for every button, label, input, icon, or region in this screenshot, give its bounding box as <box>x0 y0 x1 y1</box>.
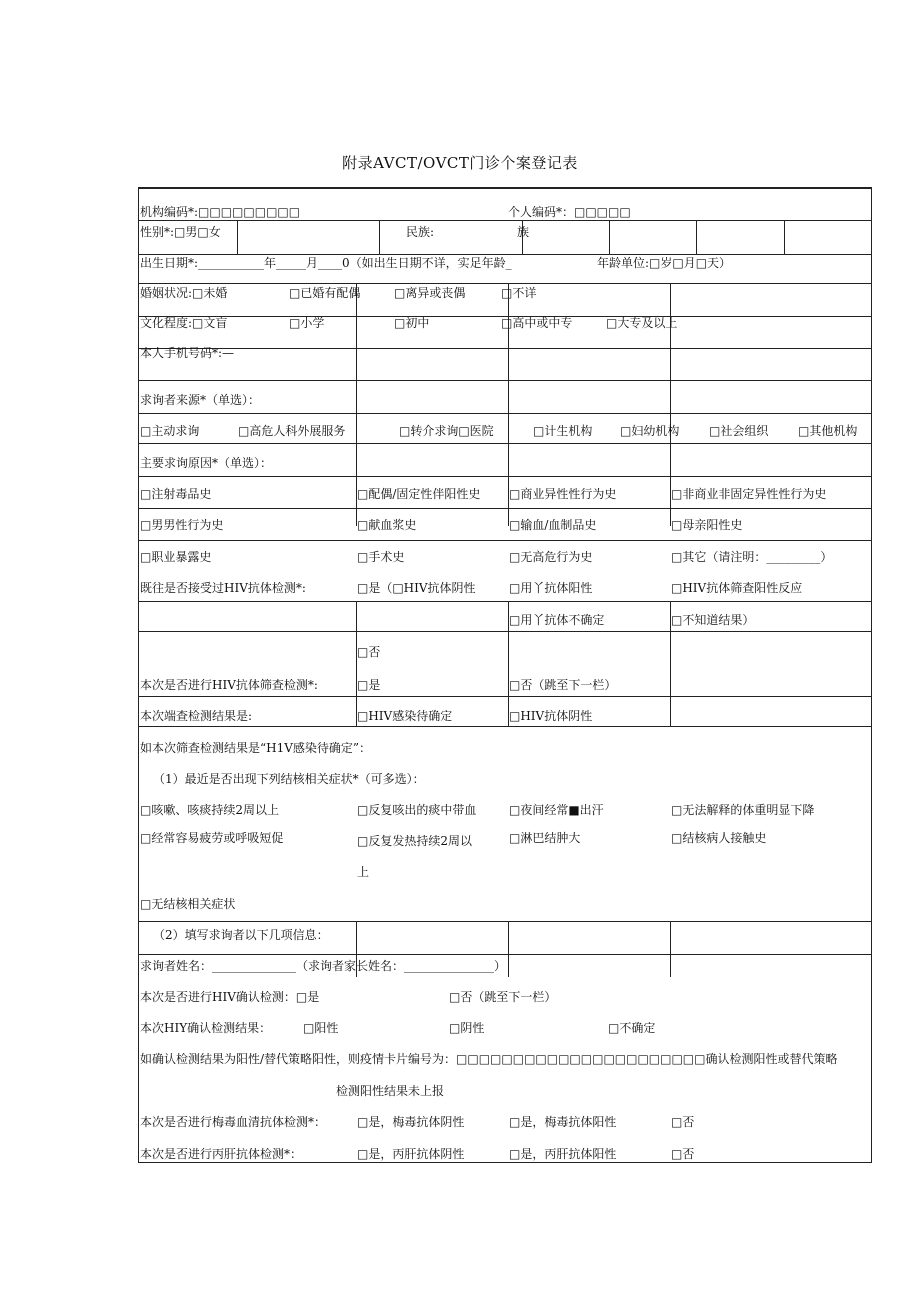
reason-option[interactable]: □职业暴露史 <box>140 550 212 564</box>
education-option[interactable]: □大专及以上 <box>606 316 678 330</box>
screen-result-option[interactable]: □HIV感染待确定 <box>357 709 453 723</box>
confirm-result-label: 本次HIY确认检测结果： <box>140 1021 272 1035</box>
rule <box>139 954 871 955</box>
reason-option[interactable]: □注射毒品史 <box>140 487 212 501</box>
rule <box>670 921 671 977</box>
prior-test-label: 既往是否接受过HIV抗体检测*: <box>140 581 306 595</box>
confirm-test-label[interactable]: 本次是否进行HIV确认检测：□是 <box>140 990 320 1004</box>
prior-test-option[interactable]: □不知道结果） <box>671 613 755 627</box>
hcv-option[interactable]: □否 <box>671 1147 695 1161</box>
symptom-option[interactable]: □经常容易疲劳或呼吸短促 <box>140 831 284 845</box>
symptom-option[interactable]: □结核病人接触史 <box>671 831 767 845</box>
rule <box>139 254 871 255</box>
card-number-note[interactable]: 检测阳性结果未上报 <box>336 1084 445 1098</box>
marital-option[interactable]: □已婚有配偶 <box>289 286 361 300</box>
reason-option[interactable]: □母亲阳性史 <box>671 518 743 532</box>
confirm-result-option[interactable]: □阴性 <box>449 1021 485 1035</box>
info-question: （2）填写求询者以下几项信息： <box>153 928 329 942</box>
phone-field[interactable]: 本人手机号码*:— <box>140 346 235 360</box>
education-option[interactable]: □初中 <box>394 316 430 330</box>
reason-option[interactable]: □商业异性性行为史 <box>509 487 617 501</box>
rule <box>139 188 871 189</box>
prior-test-option[interactable]: □否 <box>357 645 381 659</box>
reason-option[interactable]: □配偶/固定性伴阳性史 <box>357 487 481 501</box>
hcv-option[interactable]: □是，丙肝抗体阴性 <box>357 1147 465 1161</box>
symptom-option[interactable]: □夜间经常■出汗 <box>509 803 604 817</box>
education-option[interactable]: □小学 <box>289 316 325 330</box>
org-code-field[interactable]: 机构编码*:□□□□□□□□□ <box>140 205 301 219</box>
source-option[interactable]: □高危人科外展服务 <box>238 424 346 438</box>
rule <box>139 348 871 349</box>
rule <box>508 921 509 977</box>
source-option[interactable]: □妇幼机构 <box>620 424 680 438</box>
rule <box>139 443 871 444</box>
hcv-option[interactable]: □是，丙肝抗体阳性 <box>509 1147 617 1161</box>
registration-form <box>138 187 872 1163</box>
source-label: 求询者来源*（单选）： <box>140 393 261 407</box>
source-option[interactable]: □主动求询 <box>140 424 200 438</box>
rule <box>609 220 610 254</box>
symptom-option-wrap: 上 <box>357 865 370 879</box>
marital-option[interactable]: □不详 <box>501 286 537 300</box>
syphilis-option[interactable]: □是，梅毒抗体阴性 <box>357 1115 465 1129</box>
rule <box>139 631 871 632</box>
symptom-option[interactable]: □咳嗽、咳痰持续2周以上 <box>140 803 279 817</box>
symptom-option[interactable]: □反复咳出的痰中带血 <box>357 803 477 817</box>
person-code-field[interactable]: 个人编码*：□□□□□ <box>508 205 631 219</box>
screen-test-option[interactable]: □是 <box>357 678 381 692</box>
reason-label: 主要求询原因*（单选）： <box>140 456 273 470</box>
source-option[interactable]: □转介求询□医院 <box>399 424 494 438</box>
rule <box>139 476 871 477</box>
rule <box>139 696 871 697</box>
rule <box>379 220 380 254</box>
prior-test-option[interactable]: □HIV抗体筛查阳性反应 <box>671 581 803 595</box>
symptom-option[interactable]: □无法解释的体重明显下降 <box>671 803 815 817</box>
rule <box>139 921 871 922</box>
syphilis-option[interactable]: □是，梅毒抗体阳性 <box>509 1115 617 1129</box>
rule <box>139 726 871 727</box>
pending-note: 如本次筛查检测结果是“H1V感染待确定”： <box>140 741 372 755</box>
confirm-result-option[interactable]: □不确定 <box>608 1021 656 1035</box>
screen-result-option[interactable]: □HIV抗体阴性 <box>509 709 593 723</box>
source-option[interactable]: □计生机构 <box>533 424 593 438</box>
screen-test-option[interactable]: □否（跳至下一栏） <box>509 678 617 692</box>
confirm-result-option[interactable]: □阳性 <box>303 1021 339 1035</box>
rule <box>139 601 871 602</box>
age-unit-field[interactable]: 年龄单位:□岁□月□天） <box>597 256 732 270</box>
rule <box>237 220 238 254</box>
marital-option[interactable]: □离异或丧偶 <box>394 286 466 300</box>
rule <box>139 380 871 381</box>
prior-test-option[interactable]: □用丫抗体不确定 <box>509 613 605 627</box>
screen-test-label: 本次是否进行HIV抗体筛查检测*: <box>140 678 318 692</box>
confirm-test-no[interactable]: □否（跳至下一栏） <box>449 990 557 1004</box>
gender-field[interactable]: 性别*:□男□女 <box>140 225 221 239</box>
syphilis-label: 本次是否进行梅毒血清抗体检测*： <box>140 1115 327 1129</box>
hcv-label: 本次是否进行丙肝抗体检测*： <box>140 1147 303 1161</box>
rule <box>139 220 871 221</box>
reason-option[interactable]: □无高危行为史 <box>509 550 593 564</box>
client-name-field[interactable]: 求询者姓名：______________（求询者家长姓名：_______________） <box>140 959 507 973</box>
tb-question: （1）最近是否出现下列结核相关症状*（可多选）： <box>153 772 425 786</box>
rule <box>356 601 357 726</box>
marital-status[interactable]: 婚姻状况:□未婚 <box>140 286 228 300</box>
prior-test-option[interactable]: □用丫抗体阳性 <box>509 581 593 595</box>
rule <box>784 220 785 254</box>
rule <box>139 283 871 284</box>
source-option[interactable]: □社会组织 <box>709 424 769 438</box>
ethnicity-suffix: 族 <box>517 225 530 239</box>
reason-option[interactable]: □手术史 <box>357 550 405 564</box>
prior-test-option[interactable]: □是（□HIV抗体阴性 <box>357 581 476 595</box>
source-option[interactable]: □其他机构 <box>798 424 858 438</box>
no-symptom-option[interactable]: □无结核相关症状 <box>140 897 236 911</box>
reason-option[interactable]: □输血/血制品史 <box>509 518 597 532</box>
education-option[interactable]: □高中或中专 <box>501 316 573 330</box>
rule <box>139 413 871 414</box>
education-level[interactable]: 文化程度:□文盲 <box>140 316 228 330</box>
reason-option[interactable]: □献血浆史 <box>357 518 417 532</box>
rule <box>696 220 697 254</box>
rule <box>139 508 871 509</box>
ethnicity-label: 民族: <box>406 225 435 239</box>
reason-option[interactable]: □非商业非固定异性性行为史 <box>671 487 827 501</box>
screen-result-label: 本次端查检测结果是: <box>140 709 253 723</box>
symptom-option[interactable]: □淋巴结肿大 <box>509 831 581 845</box>
reason-option[interactable]: □男男性行为史 <box>140 518 224 532</box>
reason-option[interactable]: □其它（请注明：_________） <box>671 550 833 564</box>
page-title: 附录AVCT/OVCT门诊个案登记表 <box>342 154 578 172</box>
birth-date-field[interactable]: 出生日期*:___________年_____月____0（如出生日期不详，实足年龄_ <box>140 256 512 270</box>
syphilis-option[interactable]: □否 <box>671 1115 695 1129</box>
rule <box>139 540 871 541</box>
symptom-option[interactable]: □反复发热持续2周以 <box>357 834 472 848</box>
card-number-field[interactable]: 如确认检测结果为阳性/替代策略阳性，则疫情卡片编号为：□□□□□□□□□□□□□□□□□□□□□□确认检测阳性或替代策略 <box>140 1052 838 1066</box>
